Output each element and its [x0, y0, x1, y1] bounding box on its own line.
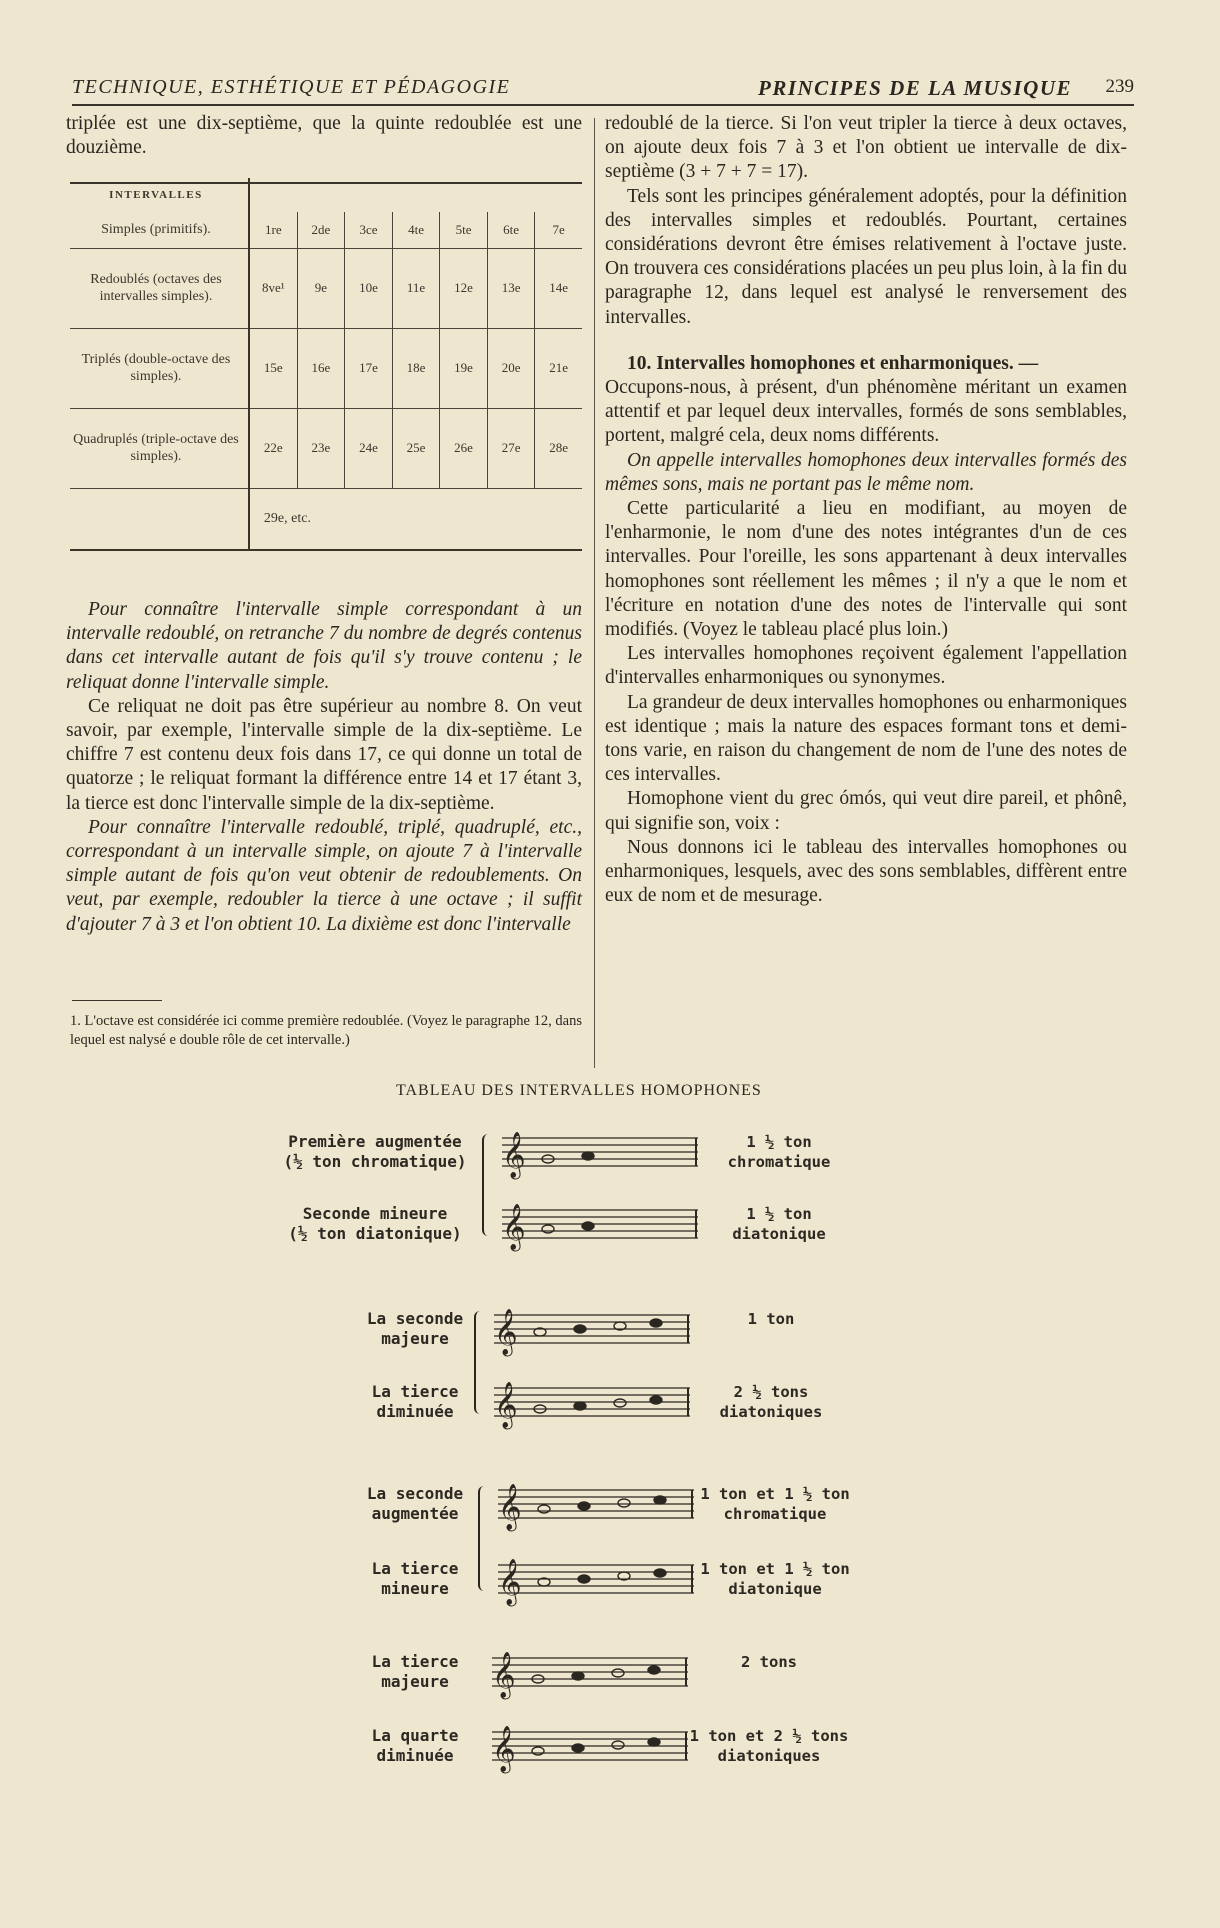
music-staff	[478, 1716, 698, 1780]
interval-size-line: chromatique	[727, 1153, 831, 1171]
homophones-table-title: TABLEAU DES INTERVALLES HOMOPHONES	[396, 1082, 762, 1099]
table-row	[70, 488, 582, 550]
row-label: Redoublés (octaves des intervalles simples).	[70, 248, 249, 328]
treble-clef-icon: 𝄞	[498, 1484, 522, 1530]
interval-size-line: diatonique	[728, 1580, 822, 1598]
interval-size	[690, 1484, 860, 1524]
table-cell: 3ce	[345, 212, 393, 248]
interval-label-line: majeure	[381, 1329, 449, 1348]
interval-label	[268, 1204, 482, 1244]
interval-size-line: 1 ton et 1 ½ ton	[700, 1485, 850, 1503]
table-cell: 23e	[297, 408, 345, 488]
interval-label-line: mineure	[381, 1579, 449, 1598]
footnote: 1. L'octave est considérée ici comme première redoublée. (Voyez le paragraphe 12, dans lequel est nalysé e double rôle de cet intervalle.)	[70, 1013, 582, 1048]
table-cell: 6te	[487, 212, 535, 248]
paragraph-intro: triplée est une dix-septième, que la quinte redoublée est une douzième.	[66, 113, 582, 159]
note-head	[618, 1499, 630, 1507]
table-cell: 1re	[249, 212, 297, 248]
paragraph: Occupons-nous, à présent, d'un phénomène méritant un examen attentif et par lequel deux intervalles, formés de sons semblables, portent, malgré cela, deux noms différents.	[605, 377, 1127, 447]
interval-size-line: diatonique	[732, 1225, 826, 1243]
note-head	[582, 1152, 594, 1160]
paragraph: Les intervalles homophones reçoivent également l'appellation d'intervalles enharmoniques ou synonymes.	[605, 643, 1127, 689]
music-staff	[488, 1122, 708, 1186]
interval-label-line: La seconde	[366, 1309, 464, 1328]
interval-size-line: diatoniques	[719, 1403, 823, 1421]
interval-size-line: 2 ½ tons	[733, 1383, 809, 1401]
interval-size-line: diatoniques	[717, 1747, 821, 1765]
right-column	[605, 112, 1127, 909]
table-cell: 9e	[297, 248, 345, 328]
table-row	[70, 212, 582, 248]
table-row	[70, 408, 582, 488]
header-left-title: TECHNIQUE, ESTHÉTIQUE ET PÉDAGOGIE	[72, 76, 511, 98]
note-head	[574, 1325, 586, 1333]
note-head	[648, 1666, 660, 1674]
footnote-rule	[72, 1000, 162, 1001]
note-head	[574, 1402, 586, 1410]
table-cell: 5te	[440, 212, 488, 248]
interval-size-line: chromatique	[723, 1505, 827, 1523]
paragraph: Pour connaître l'intervalle redoublé, triplé, quadruplé, etc., correspondant à un intervalle simple, on ajoute 7 à l'intervalle simple autant de fois qu'on veut obtenir de redoublements. On veut, par exemple, redoubler la tierce à une octave ; il suffit d'ajouter 7 à 3 et l'on obtient 10. La dixième est donc l'intervalle	[66, 816, 582, 935]
table-cell: 17e	[345, 328, 393, 408]
music-staff	[478, 1642, 698, 1706]
note-head	[612, 1741, 624, 1749]
note-head	[654, 1569, 666, 1577]
left-body	[66, 598, 582, 937]
row-label: Triplés (double-octave des simples).	[70, 328, 249, 408]
note-head	[614, 1399, 626, 1407]
interval-label-line: La tierce	[371, 1559, 459, 1578]
interval-size-line: 1 ½ ton	[746, 1205, 812, 1223]
note-head	[582, 1222, 594, 1230]
table-cell: 8ve¹	[249, 248, 297, 328]
interval-size	[686, 1382, 856, 1422]
interval-label-line: (½ ton diatonique)	[288, 1224, 462, 1243]
interval-label-line: majeure	[381, 1672, 449, 1691]
intervals-table	[70, 178, 582, 551]
paragraph: Homophone vient du grec ómós, qui veut dire pareil, et phônê, qui signifie son, voix :	[605, 788, 1127, 834]
table-cell: 11e	[392, 248, 440, 328]
interval-label-line: augmentée	[371, 1504, 459, 1523]
table-cell: 13e	[487, 248, 535, 328]
note-head	[648, 1738, 660, 1746]
section-heading: 10. Intervalles homophones et enharmoniques. —	[627, 352, 1039, 374]
note-head	[532, 1747, 544, 1755]
treble-clef-icon: 𝄞	[502, 1132, 526, 1178]
interval-label	[352, 1726, 478, 1766]
interval-label-line: La quarte	[371, 1726, 459, 1745]
row-label: Quadruplés (triple-octave des simples).	[70, 408, 249, 488]
paragraph: On appelle intervalles homophones deux intervalles formés des mêmes sons, mais ne portant pas le même nom.	[605, 449, 1127, 495]
music-staff	[480, 1299, 700, 1363]
interval-label-line: Seconde mineure	[302, 1204, 448, 1223]
interval-label-line: diminuée	[376, 1746, 454, 1765]
treble-clef-icon: 𝄞	[498, 1559, 522, 1605]
paragraph: La grandeur de deux intervalles homophones ou enharmoniques est identique ; mais la nature des espaces formant tons et demi-tons varie, en raison du changement de nom de l'une des notes de ces intervalles.	[605, 691, 1127, 786]
treble-clef-icon: 𝄞	[492, 1652, 516, 1698]
table-cell: 24e	[345, 408, 393, 488]
interval-size	[684, 1652, 854, 1672]
music-staff	[488, 1194, 708, 1258]
table-cell: 20e	[487, 328, 535, 408]
table-cell: 14e	[535, 248, 582, 328]
interval-label	[352, 1559, 478, 1599]
note-head	[538, 1505, 550, 1513]
treble-clef-icon: 𝄞	[502, 1204, 526, 1250]
paragraph: Ce reliquat ne doit pas être supérieur au nombre 8. On veut savoir, par exemple, l'intervalle simple de la dix-septième. Le chiffre 7 est contenu deux fois dans 17, ce qui donne un total de quatorze ; le reliquat formant la différence entre 14 et 17 étant 3, la tierce est donc l'intervalle simple de la dix-septième.	[66, 695, 582, 814]
interval-size-line: 1 ½ ton	[746, 1133, 812, 1151]
note-head	[542, 1225, 554, 1233]
header-right-title: PRINCIPES DE LA MUSIQUE	[758, 76, 1072, 100]
interval-size	[694, 1132, 864, 1172]
interval-size	[684, 1726, 854, 1766]
table-cell: 26e	[440, 408, 488, 488]
interval-label-line: diminuée	[376, 1402, 454, 1421]
note-head	[572, 1672, 584, 1680]
interval-label	[268, 1132, 482, 1172]
paragraph: Tels sont les principes généralement adoptés, pour la définition des intervalles simples et redoublés. Pourtant, certaines considérations devront être émises relativement à l'octave juste. On trouvera ces considérations placées un peu plus loin, à la fin du paragraphe 12, dans lequel est analysé le renversement des intervalles.	[605, 185, 1127, 328]
table-cell: 2de	[297, 212, 345, 248]
interval-label	[352, 1484, 478, 1524]
table-cell: 19e	[440, 328, 488, 408]
table-cell: 18e	[392, 328, 440, 408]
table-row	[70, 248, 582, 328]
paragraph: Cette particularité a lieu en modifiant, au moyen de l'enharmonie, le nom d'une des notes intégrantes d'un de ces intervalles. Pour l'oreille, les sons appartenant à deux intervalles homophones sont réellement les mêmes ; il n'y a que le nom et l'écriture en notation d'une des notes de l'intervalle qui sont modifiés. (Voyez le tableau placé plus loin.)	[605, 498, 1127, 641]
paragraph: Pour connaître l'intervalle simple correspondant à un intervalle redoublé, on retranche 7 du nombre de degrés contenus dans cet intervalle autant de fois qu'il s'y trouve contenu ; le reliquat donne l'intervalle simple.	[66, 599, 582, 693]
table-cell: 22e	[249, 408, 297, 488]
table-cell: 21e	[535, 328, 582, 408]
interval-size-line: 1 ton	[747, 1310, 795, 1328]
left-intro	[66, 112, 582, 160]
running-header	[72, 76, 1134, 106]
interval-label	[352, 1652, 478, 1692]
treble-clef-icon: 𝄞	[494, 1382, 518, 1428]
table-cell: 16e	[297, 328, 345, 408]
note-head	[578, 1502, 590, 1510]
table-cell: 15e	[249, 328, 297, 408]
paragraph: redoublé de la tierce. Si l'on veut tripler la tierce à deux octaves, on ajoute deux fois 7 à 3 et l'on obtient ue intervalle de dix-septième (3 + 7 + 7 = 17).	[605, 113, 1127, 183]
table-cell: 27e	[487, 408, 535, 488]
note-head	[650, 1319, 662, 1327]
table-cell: 10e	[345, 248, 393, 328]
interval-size-line: 2 tons	[741, 1653, 797, 1671]
music-staff	[484, 1474, 704, 1538]
treble-clef-icon: 𝄞	[492, 1726, 516, 1772]
page-number: 239	[1105, 76, 1134, 97]
interval-size-line: 1 ton et 1 ½ ton	[700, 1560, 850, 1578]
treble-clef-icon: 𝄞	[494, 1309, 518, 1355]
table-cell: 25e	[392, 408, 440, 488]
note-head	[578, 1575, 590, 1583]
table-cell: 7e	[535, 212, 582, 248]
music-staff	[484, 1549, 704, 1613]
note-head	[654, 1496, 666, 1504]
music-staff	[480, 1372, 700, 1436]
table-header: INTERVALLES	[109, 188, 203, 201]
interval-size	[690, 1559, 860, 1599]
table-cell-last: 29e, etc.	[249, 488, 582, 550]
interval-size-line: 1 ton et 2 ½ tons	[689, 1727, 849, 1745]
interval-label-line: La tierce	[371, 1382, 459, 1401]
interval-label	[352, 1382, 478, 1422]
table-cell: 28e	[535, 408, 582, 488]
interval-label-line: La seconde	[366, 1484, 464, 1503]
column-divider	[594, 118, 595, 1068]
interval-label	[352, 1309, 478, 1349]
table-row	[70, 328, 582, 408]
row-label: Simples (primitifs).	[70, 212, 249, 248]
table-cell: 4te	[392, 212, 440, 248]
note-head	[572, 1744, 584, 1752]
interval-label-line: Première augmentée	[288, 1132, 462, 1151]
paragraph: Nous donnons ici le tableau des intervalles homophones ou enharmoniques, lesquels, avec des sons semblables, diffèrent entre eux de nom et de mesurage.	[605, 836, 1127, 907]
interval-label-line: La tierce	[371, 1652, 459, 1671]
interval-label-line: (½ ton chromatique)	[283, 1152, 467, 1171]
interval-size	[694, 1204, 864, 1244]
interval-size	[686, 1309, 856, 1329]
table-cell: 12e	[440, 248, 488, 328]
note-head	[612, 1669, 624, 1677]
note-head	[650, 1396, 662, 1404]
